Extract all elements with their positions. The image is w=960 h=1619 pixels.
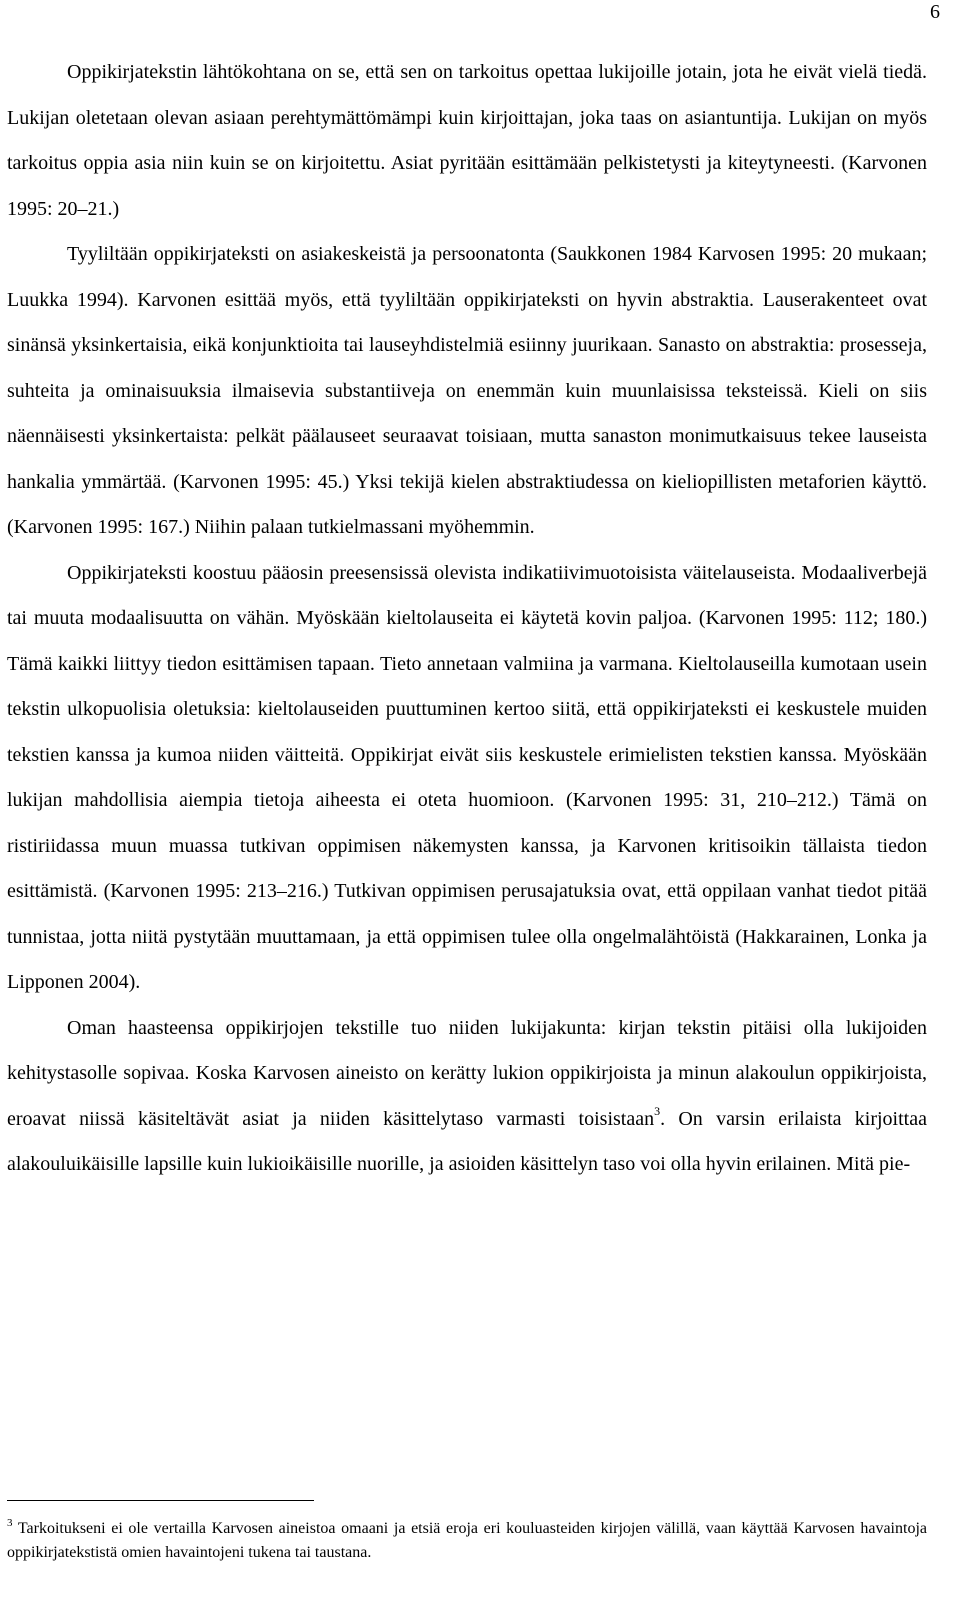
paragraph — [7, 1006, 927, 1188]
paragraph: Tyyliltään oppikirjateksti on asiakeskeistä ja persoonatonta (Saukkonen 1984 Karvosen 1995: 20 mukaan; Luukka 1994). Karvonen esittää myös, että tyyliltään oppikirjateksti on hyvin abstraktia. Lauserakenteet ovat sinänsä yksinkertaisia, eikä konjunktioita tai lauseyhdistelmiä esiinny juurikaan. Sanasto on abstraktia: prosesseja, suhteita ja ominaisuuksia ilmaisevia substantiiveja on enemmän kuin muunlaisissa teksteissä. Kieli on siis näennäisesti yksinkertaista: pelkät päälauseet seuraavat toisiaan, mutta sanaston monimutkaisuus tekee lauseista hankalia ymmärtää. (Karvonen 1995: 45.) Yksi tekijä kielen abstraktiudessa on kieliopillisten metaforien käyttö. (Karvonen 1995: 167.) Niihin palaan tutkielmassani myöhemmin. — [7, 243, 927, 538]
paragraph-text: . On varsin erilaista kirjoittaa alakouluikäisille lapsille kuin lukioikäisille nuorille, ja asioiden käsittelyn taso voi olla hyvin erilainen. Mitä pie- — [7, 1107, 927, 1175]
body-text — [7, 50, 927, 1188]
footnote-text: Tarkoitukseni ei ole vertailla Karvosen aineistoa omaani ja etsiä eroja eri kouluasteiden kirjojen välillä, vaan käyttää Karvosen havaintoja oppikirjatekstistä omien havaintojeni tukena tai taustana. — [7, 1520, 927, 1561]
footnote — [7, 1517, 927, 1565]
footnote-reference: 3 — [654, 1103, 661, 1118]
footnote-divider — [7, 1500, 314, 1501]
paragraph: Oppikirjatekstin lähtökohtana on se, että sen on tarkoitus opettaa lukijoille jotain, jota he eivät vielä tiedä. Lukijan oletetaan olevan asiaan perehtymättömämpi kuin kirjoittajan, joka taas on asiantuntija. Lukijan on myös tarkoitus oppia asia niin kuin se on kirjoitettu. Asiat pyritään esittämään pelkistetysti ja kiteytyneesti. (Karvonen 1995: 20–21.) — [7, 61, 927, 220]
footnote-marker: 3 — [7, 1516, 13, 1529]
page-number: 6 — [930, 1, 940, 23]
paragraph-text: Oman haasteensa oppikirjojen tekstille tuo niiden lukijakunta: kirjan tekstin pitäisi olla lukijoiden kehitystasolle sopivaa. Koska Karvosen aineisto on kerätty lukion oppikirjoista ja minun alakoulun oppikirjoista, eroavat niissä käsiteltävät asiat ja niiden käsittelytaso varmasti toisistaan — [7, 1016, 927, 1130]
paragraph: Oppikirjateksti koostuu pääosin preesensissä olevista indikatiivimuotoisista väitelauseista. Modaaliverbejä tai muuta modaalisuutta on vähän. Myöskään kieltolauseita ei käytetä kovin paljoa. (Karvonen 1995: 112; 180.) Tämä kaikki liittyy tiedon esittämisen tapaan. Tieto annetaan valmiina ja varmana. Kieltolauseilla kumotaan usein tekstin ulkopuolisia oletuksia: kieltolauseiden puuttuminen kertoo siitä, että oppikirjateksti ei keskustele muiden tekstien kanssa ja kumoa niiden väitteitä. Oppikirjat eivät siis keskustele erimielisten tekstien kanssa. Myöskään lukijan mahdollisia aiempia tietoja aiheesta ei oteta huomioon. (Karvonen 1995: 31, 210–212.) Tämä on ristiriidassa muun muassa tutkivan oppimisen näkemysten kanssa, ja Karvonen kritisoikin tällaista tiedon esittämistä. (Karvonen 1995: 213–216.) Tutkivan oppimisen perusajatuksia ovat, että oppilaan vanhat tiedot pitää tunnistaa, jotta niitä pystytään muuttamaan, ja että oppimisen tulee olla ongelmalähtöistä (Hakkarainen, Lonka ja Lipponen 2004). — [7, 561, 927, 993]
